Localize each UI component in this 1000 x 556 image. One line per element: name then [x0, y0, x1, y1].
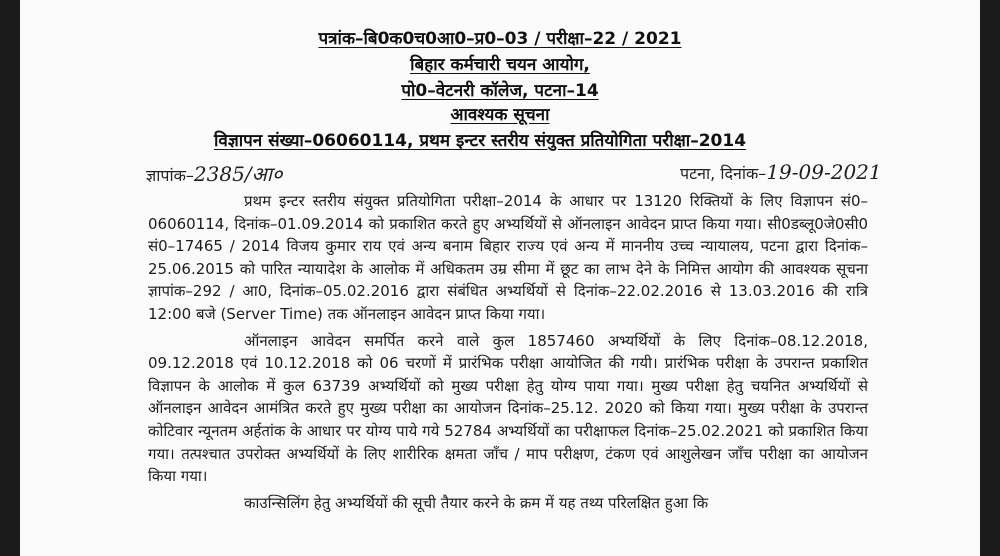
paragraph-1: प्रथम इन्टर स्तरीय संयुक्त प्रतियोगिता परीक्षा–2014 के आधार पर 13120 रिक्तियों के लिए विज्ञापन सं0–06060114, दिनांक–01.09.2014 को प्रकाशित करते हुए अभ्यर्थियों से ऑनलाइन आवेदन प्राप्त किया गया। सी0डब्लू0जे0सी0 सं0–17465 / 2014 विजय कुमार राय एवं अन्य बनाम बिहार राज्य एवं अन्य में माननीय उच्च न्यायालय, पटना द्वारा दिनांक–25.06.2015 को पारित न्यायादेश के आलोक में अधिकतम उम्र सीमा में छूट का लाभ देने के निमित्त आयोग की आवश्यक सूचना ज्ञापांक–292 / आ0, दिनांक–05.02.2016 द्वारा संबंधित अभ्यर्थियों से दिनांक–22.02.2016 से 13.03.2016 की रात्रि 12:00 बजे (Server Time) तक ऑनलाइन आवेदन प्राप्त किया गया। — [148, 192, 868, 323]
organization-address: पो0–वेटनरी कॉलेज, पटना–14 — [401, 81, 599, 101]
notice-title: आवश्यक सूचना — [450, 105, 550, 125]
date-line — [680, 160, 882, 184]
reference-number: पत्रांक–बि0क0च0आ0–प्र0–03 / परीक्षा–22 / 2021 — [318, 29, 682, 49]
paragraph-3-cut-off: काउन्सिलिंग हेतु अभ्यर्थियों की सूची तैयार करने के क्रम में यह तथ्य परिलक्षित हुआ कि — [244, 493, 709, 512]
notice-document — [20, 0, 980, 556]
paragraph-2: ऑनलाइन आवेदन समर्पित करने वाले कुल 1857460 अभ्यर्थियों के लिए दिनांक–08.12.2018, 09.12.2018 एवं 10.12.2018 को 06 चरणों में प्रारंभिक परीक्षा आयोजित की गयी। प्रारंभिक परीक्षा के उपरान्त प्रकाशित विज्ञापन के आलोक में कुल 63739 अभ्यर्थियों को मुख्य परीक्षा हेतु योग्य पाया गया। मुख्य परीक्षा हेतु चयनित अभ्यर्थियों से ऑनलाइन आवेदन आमंत्रित करते हुए मुख्य परीक्षा का आयोजन दिनांक–25.12. 2020 को किया गया। मुख्य परीक्षा के उपरान्त कोटिवार न्यूनतम अर्हतांक के आधार पर योग्य पाये गये 52784 अभ्यर्थियों का परीक्षाफल दिनांक–25.02.2021 को प्रकाशित किया गया। तत्पश्चात उपरोक्त अभ्यर्थियों के लिए शारीरिक क्षमता जाँच / माप परीक्षण, टंकण एवं आशुलेखन जाँच परीक्षा का आयोजन किया गया। — [148, 331, 868, 486]
memo-number: 2385/आ० — [193, 162, 283, 186]
advertisement-heading: विज्ञापन संख्या–06060114, प्रथम इन्टर स्तरीय संयुक्त प्रतियोगिता परीक्षा–2014 — [213, 131, 747, 151]
memo-line — [146, 160, 282, 187]
organization-name: बिहार कर्मचारी चयन आयोग, — [410, 55, 590, 75]
place-date-label: पटना, दिनांक– — [680, 164, 767, 183]
memo-label: ज्ञापांक– — [146, 166, 194, 185]
notice-body — [148, 190, 868, 518]
handwritten-date: 19-09-2021 — [766, 160, 882, 184]
